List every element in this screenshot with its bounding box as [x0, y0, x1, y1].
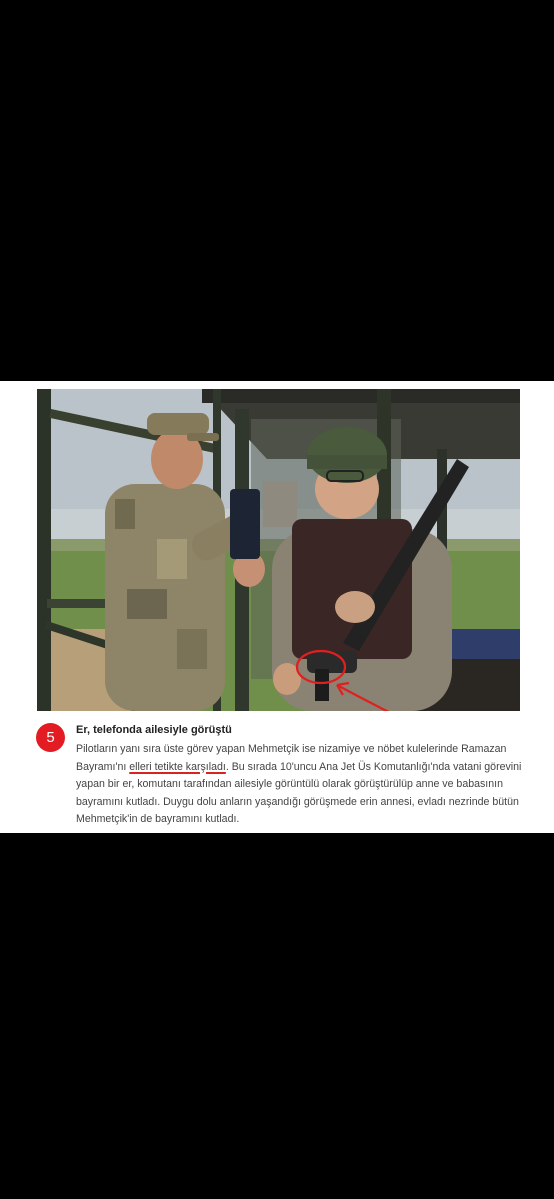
body-text: Bayramı'nı — [76, 760, 127, 773]
body-line-3: yapan bir er, komutanı tarafından ailesiyle görüntülü olarak görüştürülüp anne ve babasının — [76, 778, 503, 790]
body-line-2 — [76, 759, 522, 777]
article-body — [76, 741, 522, 829]
article-heading: Er, telefonda ailesiyle görüştü — [76, 724, 232, 736]
item-number-badge: 5 — [36, 723, 65, 752]
photo-illustration — [37, 389, 520, 711]
underlined-phrase: elleri tetikte karşıladı — [129, 760, 226, 773]
article-photo — [37, 389, 520, 711]
body-line-1: Pilotların yanı sıra üste görev yapan Mehmetçik ise nizamiye ve nöbet kulelerinde Ramazan — [76, 743, 507, 755]
body-line-4: bayramını kutladı. Duygu dolu anların yaşandığı görüşmede erin annesi, evladı nezrinde bütün — [76, 795, 519, 808]
article-card — [0, 381, 554, 833]
body-line-5: Mehmetçik'in de bayramını kutladı. — [76, 813, 240, 825]
body-text: . Bu sırada 10'uncu Ana Jet Üs Komutanlığı'nda vatani görevini — [225, 760, 522, 773]
